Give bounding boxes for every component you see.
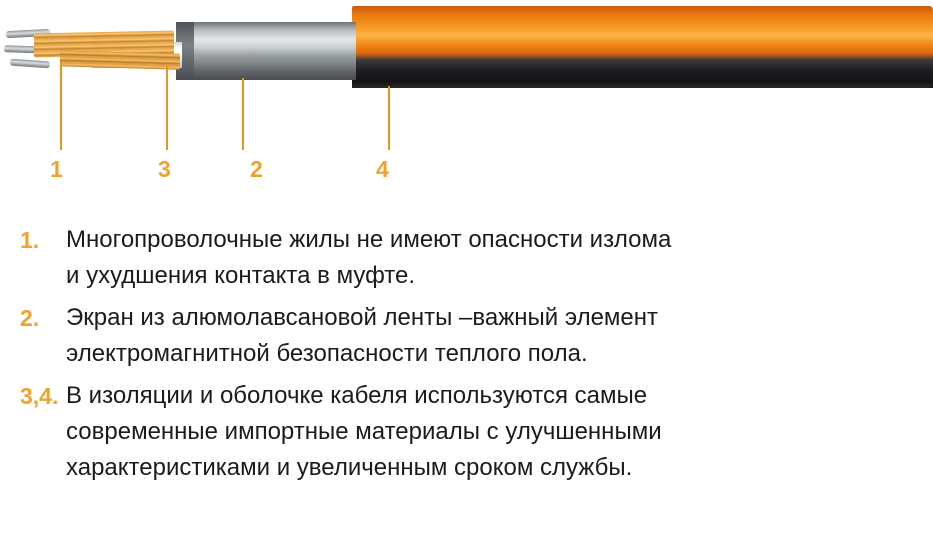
note-marker: 1. [20,227,40,253]
callout-number-4: 4 [376,156,389,182]
note-line: Экран из алюмолавсановой ленты –важный элемент [66,304,659,331]
note-line: характеристиками и увеличенным сроком службы. [66,454,633,481]
callout-leader-3 [166,66,168,150]
callout-leader-2 [242,78,244,150]
cable-illustration [0,0,933,100]
note-marker: 2. [20,305,40,331]
note-text [66,300,933,372]
callout-leader-1 [60,62,62,150]
note-line: Многопроволочные жилы не имеют опасности излома [66,226,672,253]
list-item [0,300,933,372]
callout-leader-4 [388,86,390,150]
note-marker: 3,4. [20,383,59,409]
cable-layer-outer-sheath [352,6,933,88]
cable-layer-foil-screen [176,22,356,80]
note-line: электромагнитной безопасности теплого пола. [66,340,588,367]
notes-list [0,222,933,492]
note-line: и ухудшения контакта в муфте. [66,262,416,289]
list-item [0,378,933,486]
cable-diagram [0,0,933,200]
bare-wire-end [10,59,50,69]
cable-layer-copper-strands-second [60,50,180,69]
callout-number-1: 1 [50,156,63,182]
note-line: современные импортные материалы с улучшенными [66,418,662,445]
note-text [66,222,933,294]
note-line: В изоляции и оболочке кабеля используются самые [66,382,648,409]
note-text [66,378,933,486]
callout-number-3: 3 [158,156,171,182]
list-item [0,222,933,294]
callout-number-2: 2 [250,156,263,182]
